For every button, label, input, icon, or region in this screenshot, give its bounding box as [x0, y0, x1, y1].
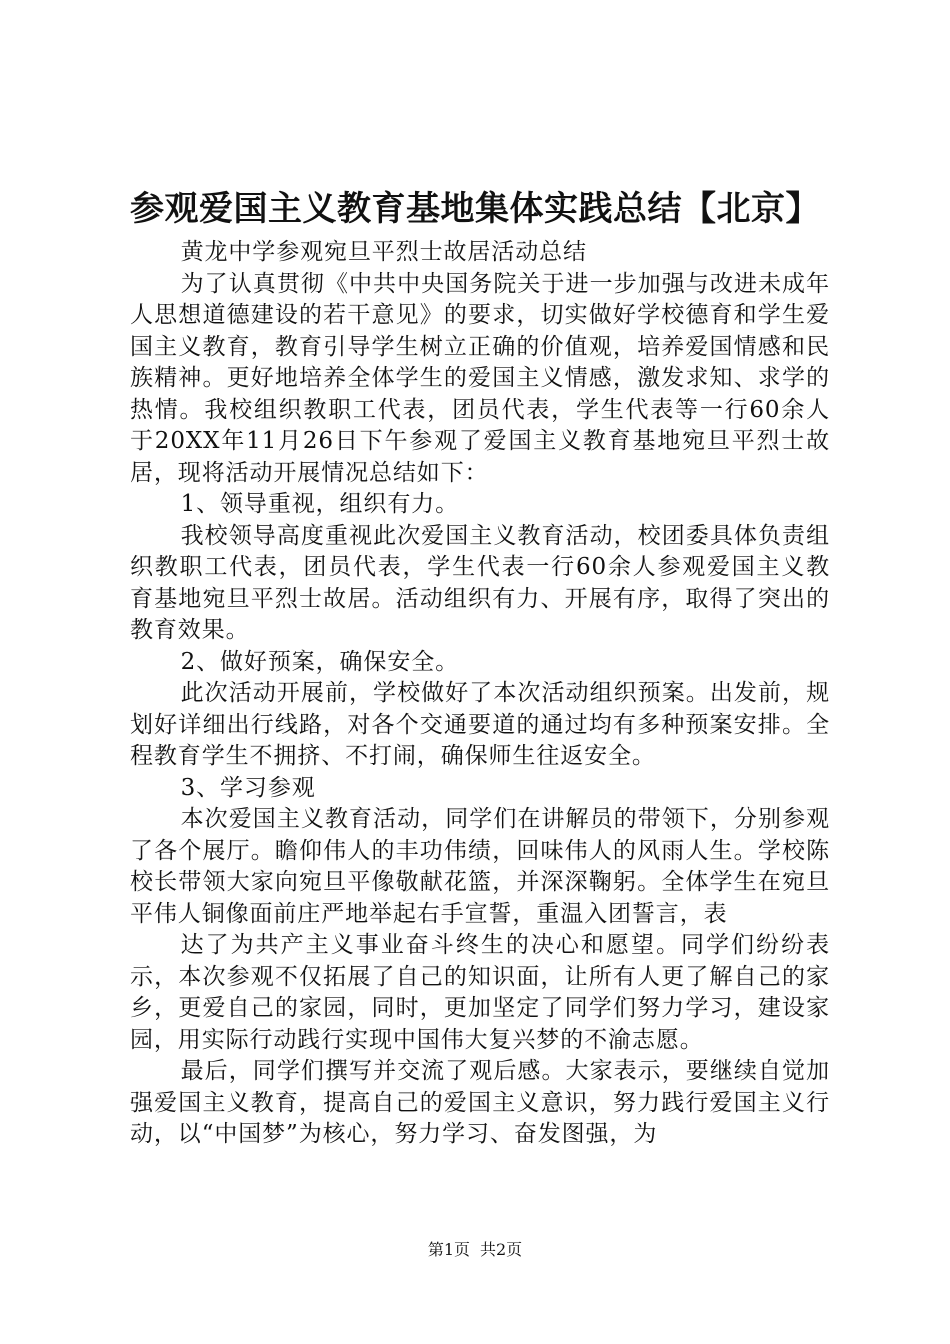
paragraph-closing: 最后，同学们撰写并交流了观后感。大家表示，要继续自觉加强爱国主义教育，提高自己的爱国主义意识，努力践行爱国主义行动，以“中国梦”为核心，努力学习、奋发图强，为	[130, 1058, 830, 1147]
page-footer	[0, 1240, 950, 1260]
page-total: 共2页	[480, 1240, 523, 1259]
document-body	[130, 237, 830, 1151]
paragraph-section-1: 我校领导高度重视此次爱国主义教育活动，校团委具体负责组织教职工代表，团员代表，学生代表一行60余人参观爱国主义教育基地宛旦平烈士故居。活动组织有力、开展有序，取得了突出的教育效果。	[130, 522, 830, 643]
section-heading-1: 1、领导重视，组织有力。	[180, 491, 460, 517]
section-heading-3: 3、学习参观	[180, 774, 316, 801]
document-title: 参观爱国主义教育基地集体实践总结【北京】	[130, 189, 820, 229]
paragraph-continuation: 达了为共产主义事业奋斗终生的决心和愿望。同学们纷纷表示，本次参观不仅拓展了自己的知识面，让所有人更了解自己的家乡，更爱自己的家园，同时，更加坚定了同学们努力学习，建设家园，用实际行动践行实现中国伟大复兴梦的不渝志愿。	[130, 932, 830, 1053]
page-number: 第1页	[427, 1240, 470, 1259]
paragraph-section-3: 本次爱国主义教育活动，同学们在讲解员的带领下，分别参观了各个展厅。瞻仰伟人的丰功伟绩，回味伟人的风雨人生。学校陈校长带领大家向宛旦平像敬献花篮，并深深鞠躬。全体学生在宛旦平伟人铜像面前庄严地举起右手宣誓，重温入团誓言，表	[130, 806, 830, 927]
section-heading-2: 2、做好预案，确保安全。	[180, 648, 460, 675]
paragraph-intro: 为了认真贯彻《中共中央国务院关于进一步加强与改进未成年人思想道德建设的若干意见》的要求，切实做好学校德育和学生爱国主义教育，教育引导学生树立正确的价值观，培养爱国情感和民族精神。更好地培养全体学生的爱国主义情感，激发求知、求学的热情。我校组织教职工代表，团员代表，学生代表等一行60余人于20XX年11月26日下午参观了爱国主义教育基地宛旦平烈士故居，现将活动开展情况总结如下：	[130, 270, 830, 486]
paragraph-section-2: 此次活动开展前，学校做好了本次活动组织预案。出发前，规划好详细出行线路，对各个交通要道的通过均有多种预案安排。全程教育学生不拥挤、不打闹，确保师生往返安全。	[130, 680, 830, 769]
paragraph-subtitle: 黄龙中学参观宛旦平烈士故居活动总结	[180, 239, 587, 265]
